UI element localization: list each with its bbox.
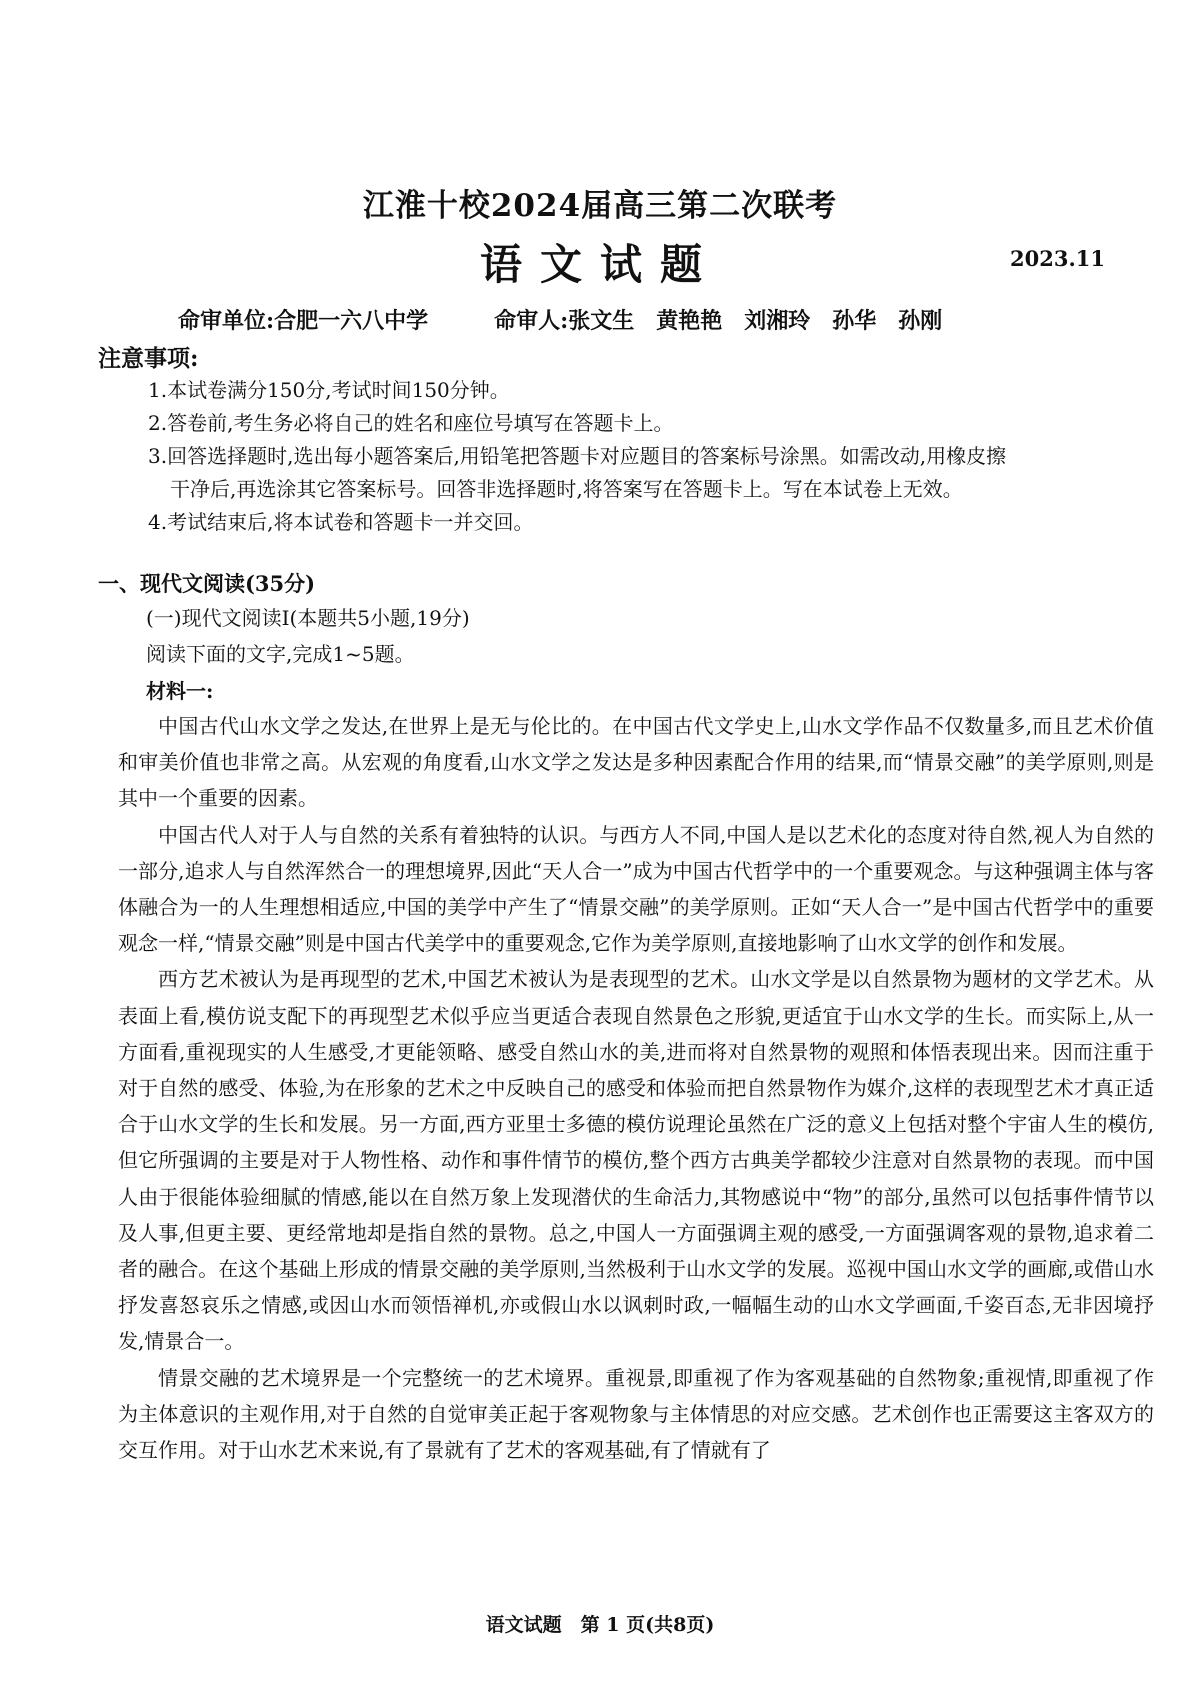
reading-passage [118, 708, 1154, 1468]
passage-paragraph: 情景交融的艺术境界是一个完整统一的艺术境界。重视景,即重视了作为客观基础的自然物象;重视情,即重视了作为主体意识的主观作用,对于自然的自觉审美正起于客观物象与主体情思的对应交感。艺术创作也正需要这主客双方的交互作用。对于山水艺术来说,有了景就有了艺术的客观基础,有了情就有了 [118, 1365, 1154, 1463]
passage-paragraph: 中国古代人对于人与自然的关系有着独特的认识。与西方人不同,中国人是以艺术化的态度对待自然,视人为自然的一部分,追求人与自然浑然合一的理想境界,因此“天人合一”成为中国古代哲学中的一个重要观念。与这种强调主体与客体融合为一的人生理想相适应,中国的美学中产生了“情景交融”的美学原则。正如“天人合一”是中国古代哲学中的重要观念一样,“情景交融”则是中国古代美学中的重要观念,它作为美学原则,直接地影响了山水文学的创作和发展。 [118, 822, 1154, 956]
setter-line [178, 304, 942, 335]
notice-item: 1.本试卷满分150分,考试时间150分钟。 [148, 378, 510, 402]
section-heading: 一、现代文阅读(35分) [98, 571, 316, 596]
material-label: 材料一: [146, 679, 214, 703]
exam-title: 江淮十校2024届高三第二次联考 [362, 188, 838, 224]
subject-row [0, 232, 1200, 288]
notice-item: 干净后,再选涂其它答案标号。回答非选择题时,将答案写在答题卡上。写在本试卷上无效。 [170, 477, 963, 501]
notice-heading: 注意事项: [98, 345, 199, 372]
notice-list [148, 374, 1128, 539]
notice-item: 2.答卷前,考生务必将自己的姓名和座位号填写在答题卡上。 [148, 411, 674, 435]
sub-heading: (一)现代文阅读Ⅰ(本题共5小题,19分) [146, 606, 470, 630]
exam-date: 2023.11 [1010, 246, 1105, 271]
subject-title: 语文试题 [479, 240, 720, 289]
setter-people: 命审人:张文生 黄艳艳 刘湘玲 孙华 孙刚 [494, 308, 943, 334]
instruction: 阅读下面的文字,完成1~5题。 [146, 642, 415, 666]
notice-item: 3.回答选择题时,选出每小题答案后,用铅笔把答题卡对应题目的答案标号涂黑。如需改动,用橡皮擦 [148, 444, 1007, 468]
notice-item: 4.考试结束后,将本试卷和答题卡一并交回。 [148, 510, 534, 534]
page-footer: 语文试题 第 1 页(共8页) [485, 1614, 715, 1636]
passage-paragraph: 中国古代山水文学之发达,在世界上是无与伦比的。在中国古代文学史上,山水文学作品不仅数量多,而且艺术价值和审美价值也非常之高。从宏观的角度看,山水文学之发达是多种因素配合作用的结果,而“情景交融”的美学原则,则是其中一个重要的因素。 [118, 714, 1154, 811]
passage-paragraph: 西方艺术被认为是再现型的艺术,中国艺术被认为是表现型的艺术。山水文学是以自然景物为题材的文学艺术。从表面上看,模仿说支配下的再现型艺术似乎应当更适合表现自然景色之形貌,更适宜于山水文学的生长。而实际上,从一方面看,重视现实的人生感受,才更能领略、感受自然山水的美,进而将对自然景物的观照和体悟表现出来。因而注重于对于自然的感受、体验,为在形象的艺术之中反映自己的感受和体验而把自然景物作为媒介,这样的表现型艺术才真正适合于山水文学的生长和发展。另一方面,西方亚里士多德的模仿说理论虽然在广泛的意义上包括对整个宇宙人生的模仿,但它所强调的主要是对于人物性格、动作和事件情节的模仿,整个西方古典美学都较少注意对自然景物的表现。而中国人由于很能体验细腻的情感,能以在自然万象上发现潜伏的生命活力,其物感说中“物”的部分,虽然可以包括事件情节以及人事,但更主要、更经常地却是指自然的景物。总之,中国人一方面强调主观的感受,一方面强调客观的景物,追求着二者的融合。在这个基础上形成的情景交融的美学原则,当然极利于山水文学的发展。巡视中国山水文学的画廊,或借山水抒发喜怒哀乐之情感,或因山水而领悟禅机,亦或假山水以讽刺时政,一幅幅生动的山水文学画面,千姿百态,无非因境抒发,情景合一。 [118, 967, 1154, 1354]
setter-unit: 命审单位:合肥一六八中学 [178, 308, 429, 334]
